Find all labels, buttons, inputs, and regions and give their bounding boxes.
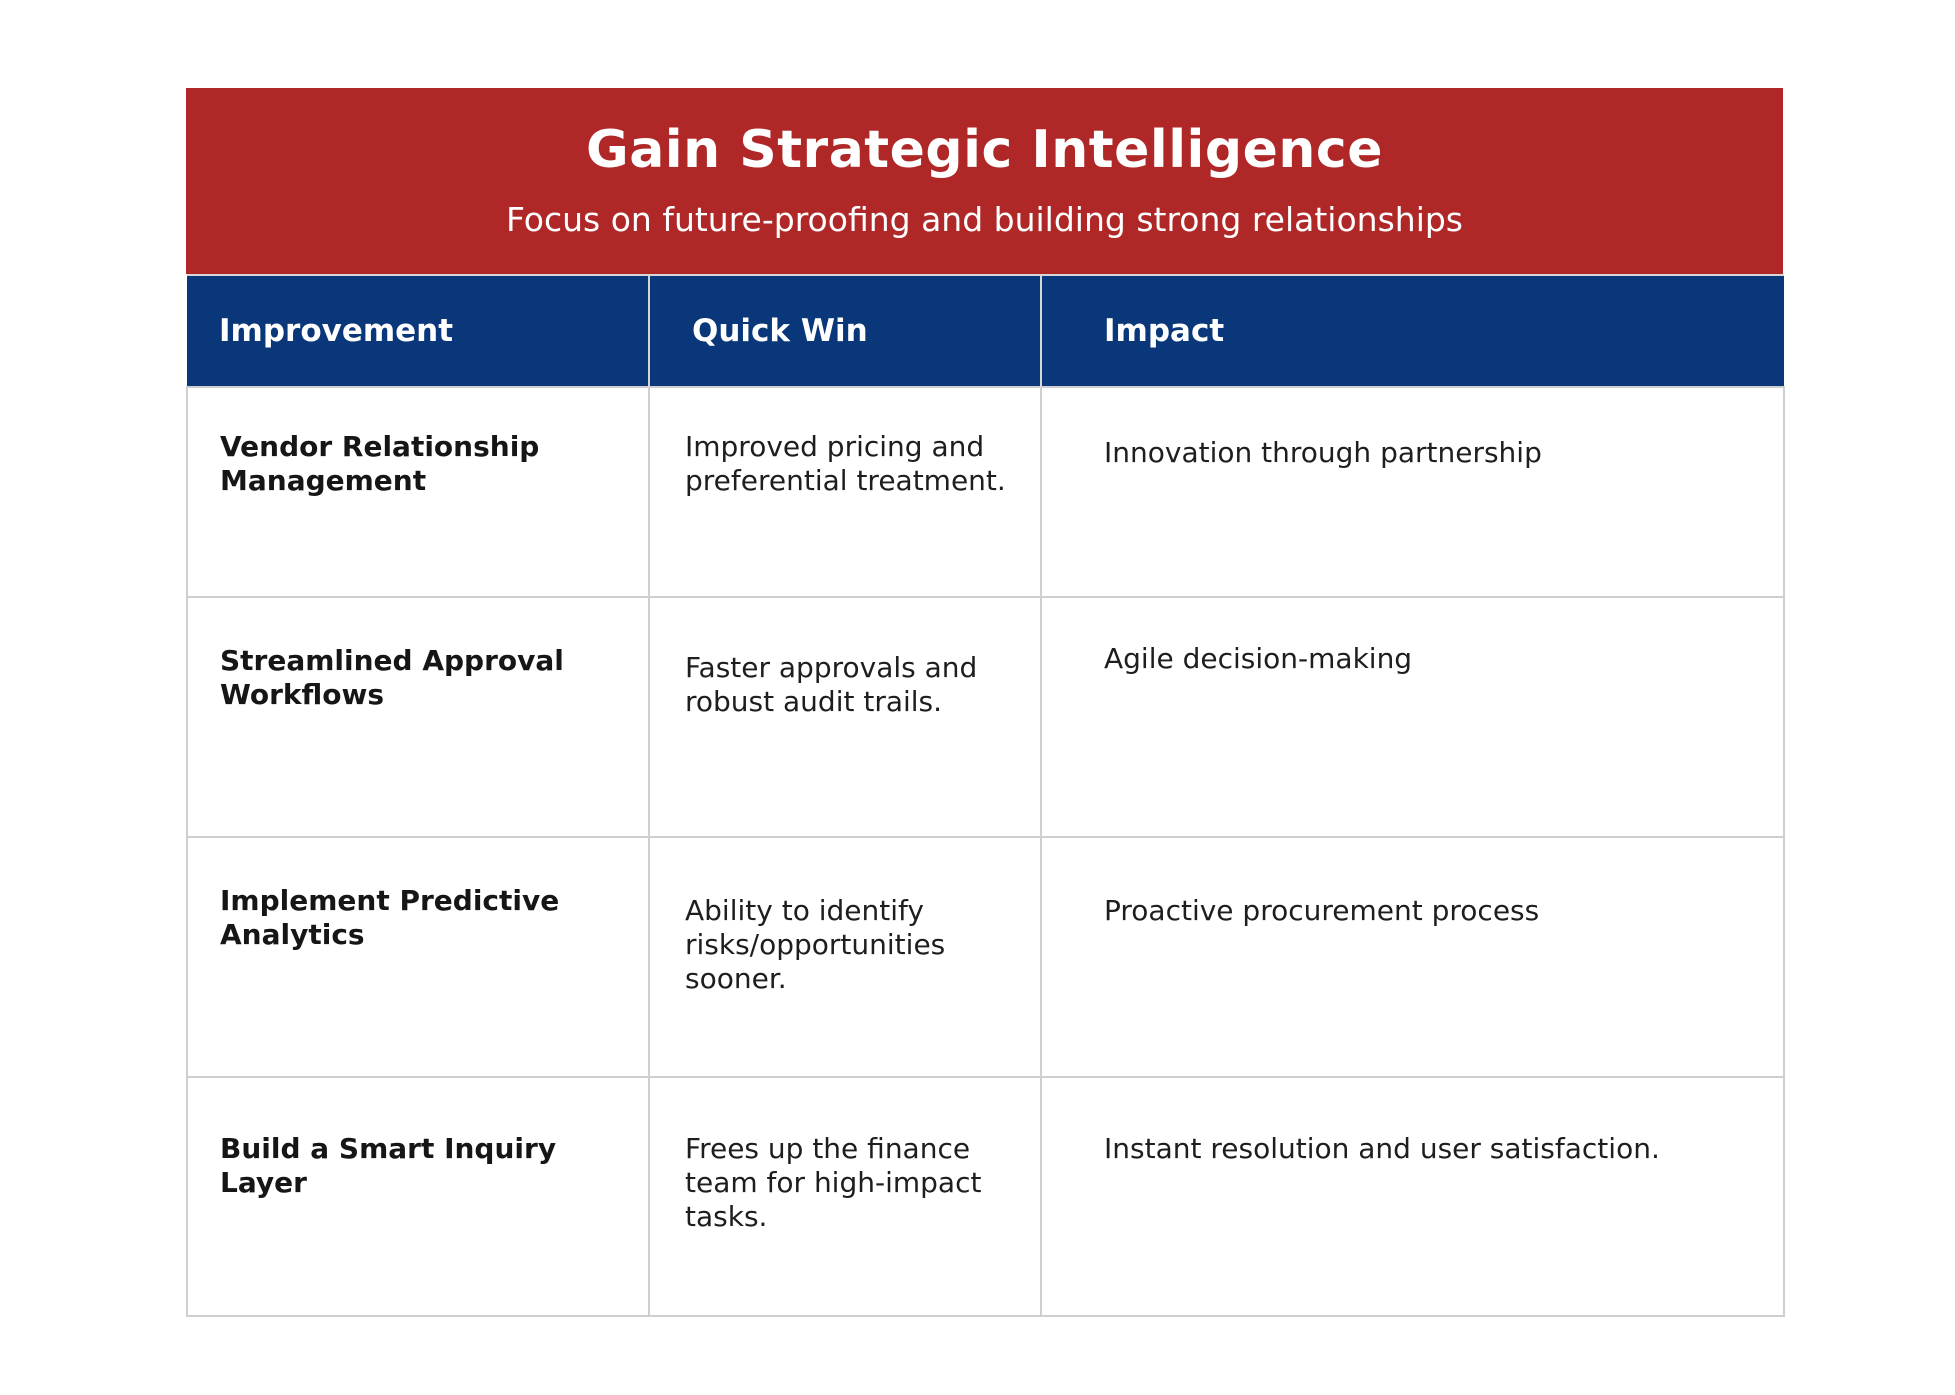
impact-cell: Proactive procurement process [1041,837,1784,1077]
quick-win-cell: Ability to identify risks/opportunities sooner. [649,837,1041,1077]
quick-win-cell: Improved pricing and preferential treatment. [649,387,1041,597]
page-title: Gain Strategic Intelligence [586,120,1383,180]
table-row [187,597,1784,837]
improvement-cell: Vendor Relationship Management [187,387,649,597]
column-header-impact: Impact [1041,275,1784,387]
impact-cell: Agile decision-making [1041,597,1784,837]
strategy-card [186,88,1783,1317]
table-header-row [187,275,1784,387]
improvements-table [186,274,1785,1317]
table-row [187,1077,1784,1316]
table-row [187,837,1784,1077]
improvement-cell: Implement Predictive Analytics [187,837,649,1077]
improvement-cell: Build a Smart Inquiry Layer [187,1077,649,1316]
title-banner [186,88,1783,274]
column-header-quick-win: Quick Win [649,275,1041,387]
quick-win-cell: Frees up the finance team for high-impact tasks. [649,1077,1041,1316]
improvement-cell: Streamlined Approval Workflows [187,597,649,837]
impact-cell: Innovation through partnership [1041,387,1784,597]
page-subtitle: Focus on future-proofing and building strong relationships [506,200,1463,239]
column-header-improvement: Improvement [187,275,649,387]
impact-cell: Instant resolution and user satisfaction. [1041,1077,1784,1316]
quick-win-cell: Faster approvals and robust audit trails. [649,597,1041,837]
table-row [187,387,1784,597]
